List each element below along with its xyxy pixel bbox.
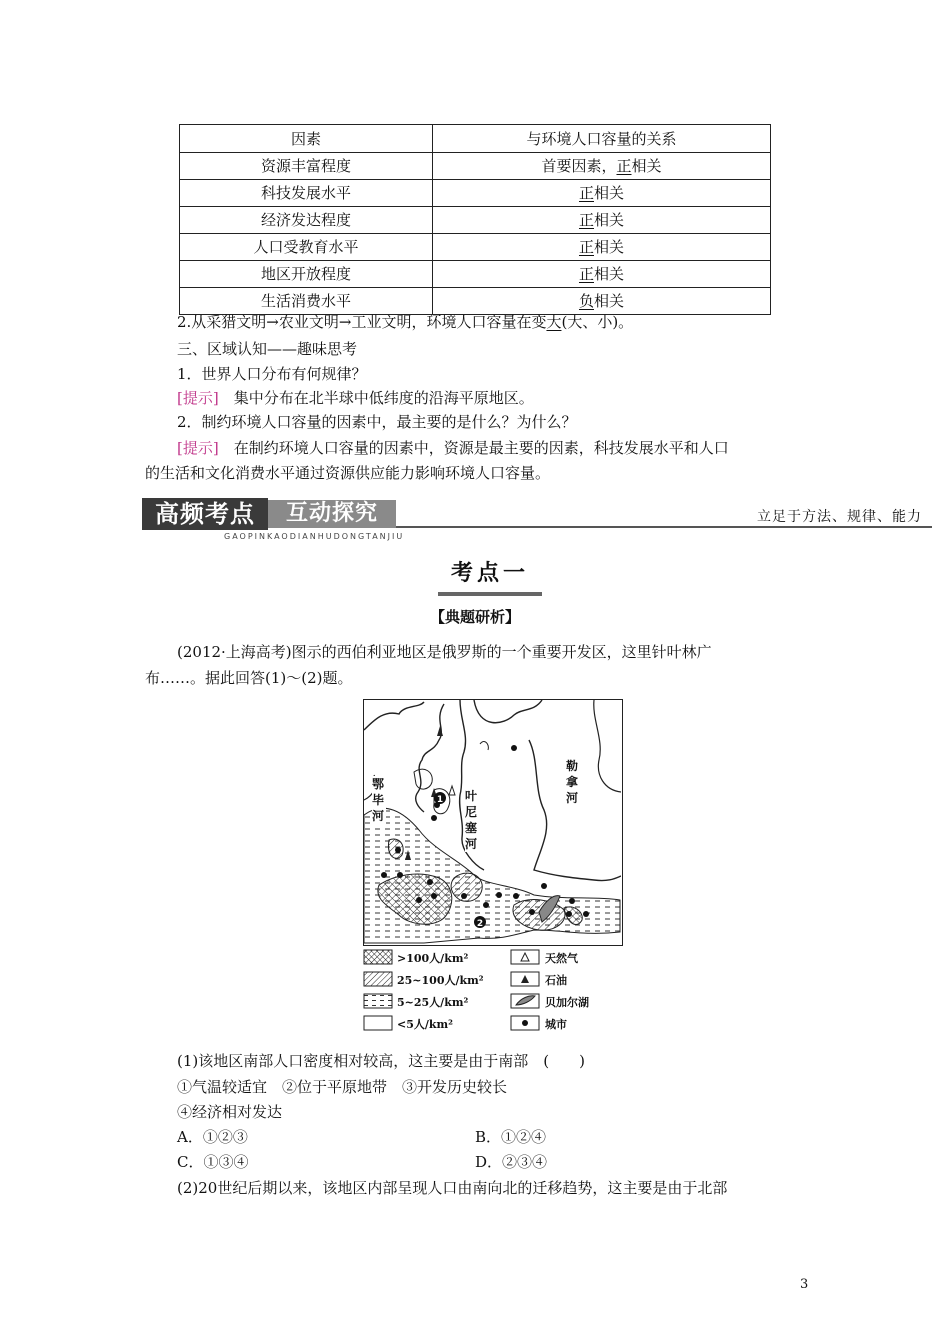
banner-title-dark: 高频考点 xyxy=(142,498,268,530)
factor-cell: 生活消费水平 xyxy=(180,288,433,315)
relation-cell xyxy=(433,234,771,261)
legend-label: 天然气 xyxy=(545,952,578,965)
legend-swatch-blank xyxy=(364,1016,392,1030)
line2-key: 大 xyxy=(546,313,562,331)
q1-options-line1: ①气温较适宜 ②位于平原地带 ③开发历史较长 xyxy=(177,1078,508,1096)
hint-label: [提示] xyxy=(177,439,219,457)
relation-prefix: 首要因素， xyxy=(541,157,617,175)
river-lena-label: 勒拿河 xyxy=(566,759,579,805)
dianti-title: 【典题研析】 xyxy=(429,608,520,626)
banner-pinyin: GAOPINKAODIANHUDONGTANJIU xyxy=(224,532,405,541)
legend-label: <5人/km² xyxy=(397,1018,453,1031)
relation-suffix: 相关 xyxy=(594,184,625,202)
legend-label: 25~100人/km² xyxy=(397,974,484,987)
factor-cell: 经济发达程度 xyxy=(180,207,433,234)
hint-label: [提示] xyxy=(177,389,219,407)
legend-label: 5~25人/km² xyxy=(397,996,469,1009)
kaodian-title: 考点一 xyxy=(438,558,542,596)
relation-cell xyxy=(433,153,771,180)
relation-suffix: 相关 xyxy=(594,292,625,310)
city-dot-icon xyxy=(522,1020,528,1026)
relation-key: 正 xyxy=(578,184,594,202)
marker-1-label: 1 xyxy=(436,795,444,805)
answer-2-text: 在制约环境人口容量的因素中，资源是最主要的因素，科技发展水平和人口 xyxy=(233,439,729,457)
line2-b: (大、小)。 xyxy=(561,313,634,331)
banner-title-light: 互动探究 xyxy=(268,500,396,528)
table-row xyxy=(180,153,771,180)
legend-label: >100人/km² xyxy=(397,952,469,965)
q1-options-line2: ④经济相对发达 xyxy=(177,1103,283,1121)
legend-label: 贝加尔湖 xyxy=(545,996,589,1009)
answer-2-line1 xyxy=(177,437,729,459)
legend-label: 城市 xyxy=(545,1018,567,1031)
factor-relation-table xyxy=(179,124,771,315)
line2-a: 2.从采猎文明→农业文明→工业文明，环境人口容量在变 xyxy=(177,313,547,331)
page-number: 3 xyxy=(800,1277,809,1292)
answer-2-line2: 的生活和文化消费水平通过资源供应能力影响环境人口容量。 xyxy=(145,464,551,482)
siberia-map xyxy=(363,699,623,946)
question-2: 2．制约环境人口容量的因素中，最主要的是什么？为什么？ xyxy=(177,413,577,431)
relation-cell xyxy=(433,207,771,234)
relation-cell xyxy=(433,261,771,288)
question-1: 1．世界人口分布有何规律？ xyxy=(177,365,367,383)
relation-cell xyxy=(433,180,771,207)
q1-stem: (1)该地区南部人口密度相对较高，这主要是由于南部 ( ) xyxy=(177,1052,585,1070)
relation-key: 正 xyxy=(616,157,632,175)
relation-key: 正 xyxy=(578,211,594,229)
choice-b[interactable]: B．①②④ xyxy=(475,1128,547,1146)
q2-stem: (2)20世纪后期以来，该地区内部呈现人口由南向北的迁移趋势，这主要是由于北部 xyxy=(177,1179,728,1197)
table-row xyxy=(180,234,771,261)
factor-cell: 科技发展水平 xyxy=(180,180,433,207)
river-yenisei-label: 叶尼塞河 xyxy=(465,789,478,851)
table-row xyxy=(180,180,771,207)
factor-cell: 资源丰富程度 xyxy=(180,153,433,180)
marker-2-label: 2 xyxy=(476,919,484,929)
header-relation: 与环境人口容量的关系 xyxy=(433,125,771,153)
choice-c[interactable]: C．①③④ xyxy=(177,1153,249,1171)
table-row xyxy=(180,207,771,234)
map-legend xyxy=(363,948,623,1034)
relation-suffix: 相关 xyxy=(594,211,625,229)
line-2 xyxy=(177,311,633,333)
answer-1 xyxy=(177,387,534,409)
legend-swatch-dash xyxy=(364,994,392,1008)
question-intro-line2: 布……。据此回答(1)～(2)题。 xyxy=(145,669,353,687)
answer-1-text: 集中分布在北半球中低纬度的沿海平原地区。 xyxy=(233,389,534,407)
factor-cell: 人口受教育水平 xyxy=(180,234,433,261)
legend-label: 石油 xyxy=(545,974,567,987)
question-intro-line1: (2012·上海高考)图示的西伯利亚地区是俄罗斯的一个重要开发区，这里针叶林广 xyxy=(177,643,712,661)
relation-suffix: 相关 xyxy=(631,157,662,175)
banner-rule xyxy=(396,526,932,528)
relation-key: 正 xyxy=(578,238,594,256)
factor-cell: 地区开放程度 xyxy=(180,261,433,288)
section-banner xyxy=(142,498,932,550)
banner-right-text: 立足于方法、规律、能力 xyxy=(757,509,922,525)
section-3-title: 三、区域认知——趣味思考 xyxy=(177,340,358,358)
choice-d[interactable]: D．②③④ xyxy=(475,1153,548,1171)
header-factor: 因素 xyxy=(180,125,433,153)
river-ob-label: 鄂毕河 xyxy=(372,777,385,823)
map-svg xyxy=(364,700,621,944)
legend-swatch-diag xyxy=(364,972,392,986)
choice-a[interactable]: A．①②③ xyxy=(177,1128,248,1146)
legend-swatch-cross xyxy=(364,950,392,964)
relation-suffix: 相关 xyxy=(594,265,625,283)
table-row xyxy=(180,261,771,288)
relation-key: 正 xyxy=(578,265,594,283)
relation-suffix: 相关 xyxy=(594,238,625,256)
relation-key: 负 xyxy=(578,292,594,310)
table-header-row xyxy=(180,125,771,153)
